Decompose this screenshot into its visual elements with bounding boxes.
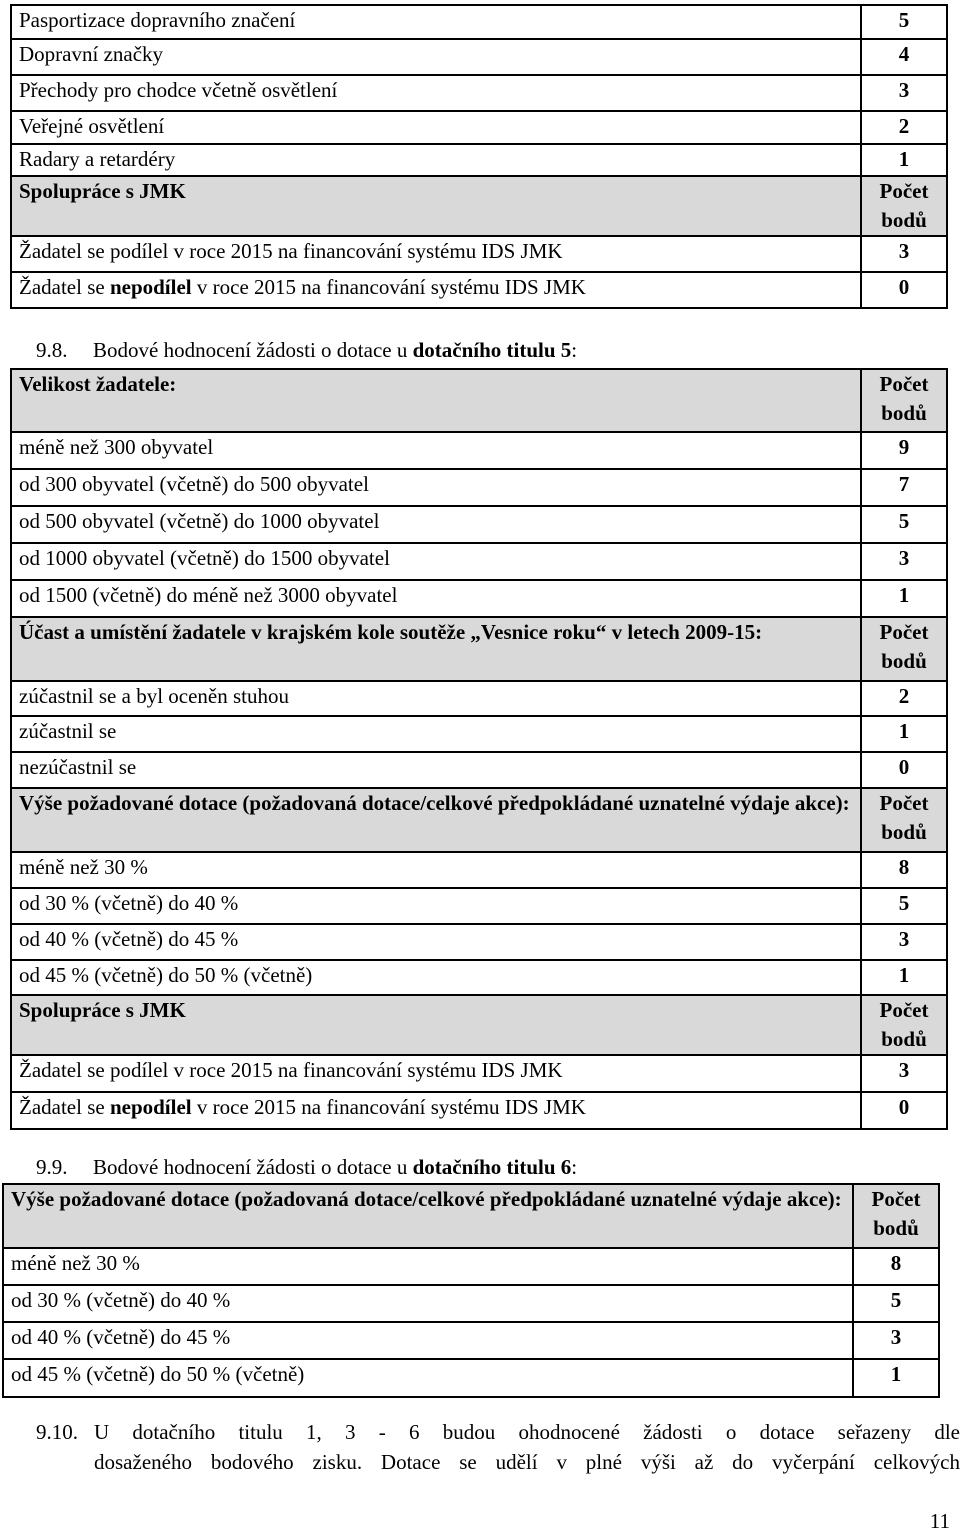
criterion-label: od 40 % (včetně) do 45 % [3,1322,853,1359]
table-row [11,888,947,924]
table-row [3,1285,939,1322]
table-header-row [11,788,947,852]
points-heading: Počet bodů [861,176,947,236]
criterion-label: Přechody pro chodce včetně osvětlení [11,75,861,111]
table-header-row [11,176,947,236]
table-row [11,39,947,75]
points-value: 5 [861,5,947,39]
table-row [11,111,947,144]
points-value: 2 [861,111,947,144]
scoring-table-title-6 [2,1183,940,1398]
criterion-heading: Velikost žadatele: [11,369,861,432]
table-row [11,960,947,995]
section-number: 9.8. [36,338,68,362]
criterion-label: od 30 % (včetně) do 40 % [3,1285,853,1322]
table-row [11,752,947,788]
section-9-9-heading [36,1153,577,1182]
table-header-row [11,995,947,1055]
table-row [11,716,947,752]
table-row [11,580,947,617]
points-value: 1 [861,716,947,752]
points-value: 3 [853,1322,939,1359]
scoring-table-title-5 [10,368,948,1130]
scoring-table-traffic [10,4,948,309]
criterion-label: od 45 % (včetně) do 50 % (včetně) [11,960,861,995]
criterion-label: od 40 % (včetně) do 45 % [11,924,861,960]
criterion-heading: Výše požadované dotace (požadovaná dotace/celkové předpokládané uznatelné výdaje akce): [3,1184,853,1248]
criterion-label: zúčastnil se a byl oceněn stuhou [11,681,861,716]
table-row [11,432,947,469]
points-value: 3 [861,236,947,272]
points-value: 5 [853,1285,939,1322]
table-row [11,924,947,960]
table-row [11,506,947,543]
criterion-heading: Spolupráce s JMK [11,176,861,236]
points-value: 0 [861,272,947,308]
criterion-label: Pasportizace dopravního značení [11,5,861,39]
table-header-row [11,369,947,432]
table-row [11,272,947,308]
table-header-row [3,1184,939,1248]
table-row [11,236,947,272]
points-value: 3 [861,543,947,580]
criterion-label: od 30 % (včetně) do 40 % [11,888,861,924]
points-value: 2 [861,681,947,716]
criterion-label: méně než 30 % [3,1248,853,1285]
section-number: 9.9. [36,1155,68,1179]
section-9-8-heading [36,336,577,365]
table-row [11,543,947,580]
table-row [11,1092,947,1129]
table-row [11,75,947,111]
points-value: 1 [853,1359,939,1397]
criterion-label: méně než 300 obyvatel [11,432,861,469]
points-value: 1 [861,580,947,617]
section-title: Bodové hodnocení žádosti o dotace u dotačního titulu 6: [93,1155,578,1179]
criterion-heading: Účast a umístění žadatele v krajském kole soutěže „Vesnice roku“ v letech 2009-15: [11,617,861,681]
paragraph-line: dosaženého bodového zisku. Dotace se udělí v plné výši až do vyčerpání celkových [94,1450,960,1474]
criterion-label: Dopravní značky [11,39,861,75]
section-number: 9.10. [36,1420,78,1444]
criterion-label: od 1500 (včetně) do méně než 3000 obyvatel [11,580,861,617]
points-value: 0 [861,752,947,788]
table-row [3,1322,939,1359]
table-row [11,469,947,506]
section-9-10-paragraph [36,1418,960,1478]
table-row [3,1248,939,1285]
criterion-label: Radary a retardéry [11,144,861,176]
criterion-label: Žadatel se nepodílel v roce 2015 na financování systému IDS JMK [11,1092,861,1129]
criterion-heading: Spolupráce s JMK [11,995,861,1055]
criterion-heading: Výše požadované dotace (požadovaná dotace/celkové předpokládané uznatelné výdaje akce): [11,788,861,852]
points-value: 1 [861,144,947,176]
criterion-label: Žadatel se podílel v roce 2015 na financování systému IDS JMK [11,236,861,272]
points-value: 3 [861,924,947,960]
criterion-label: Žadatel se podílel v roce 2015 na financování systému IDS JMK [11,1055,861,1092]
criterion-label: zúčastnil se [11,716,861,752]
page-number: 11 [929,1509,950,1533]
points-value: 4 [861,39,947,75]
criterion-label: nezúčastnil se [11,752,861,788]
table-row [11,5,947,39]
criterion-label: méně než 30 % [11,852,861,888]
points-value: 1 [861,960,947,995]
criterion-label: od 500 obyvatel (včetně) do 1000 obyvatel [11,506,861,543]
table-row [11,1055,947,1092]
points-heading: Počet bodů [853,1184,939,1248]
table-row [11,681,947,716]
points-value: 7 [861,469,947,506]
points-value: 8 [861,852,947,888]
criterion-label: Žadatel se nepodílel v roce 2015 na financování systému IDS JMK [11,272,861,308]
points-value: 5 [861,506,947,543]
table-header-row [11,617,947,681]
criterion-label: od 300 obyvatel (včetně) do 500 obyvatel [11,469,861,506]
points-heading: Počet bodů [861,369,947,432]
table-row [11,144,947,176]
criterion-label: od 45 % (včetně) do 50 % (včetně) [3,1359,853,1397]
criterion-label: Veřejné osvětlení [11,111,861,144]
table-row [11,852,947,888]
points-value: 8 [853,1248,939,1285]
points-heading: Počet bodů [861,995,947,1055]
points-heading: Počet bodů [861,617,947,681]
paragraph-line: U dotačního titulu 1, 3 - 6 budou ohodnocené žádosti o dotace seřazeny dle [94,1420,960,1444]
points-value: 0 [861,1092,947,1129]
points-value: 5 [861,888,947,924]
points-value: 9 [861,432,947,469]
points-value: 3 [861,75,947,111]
points-value: 3 [861,1055,947,1092]
criterion-label: od 1000 obyvatel (včetně) do 1500 obyvatel [11,543,861,580]
points-heading: Počet bodů [861,788,947,852]
section-title: Bodové hodnocení žádosti o dotace u dotačního titulu 5: [93,338,578,362]
table-row [3,1359,939,1397]
